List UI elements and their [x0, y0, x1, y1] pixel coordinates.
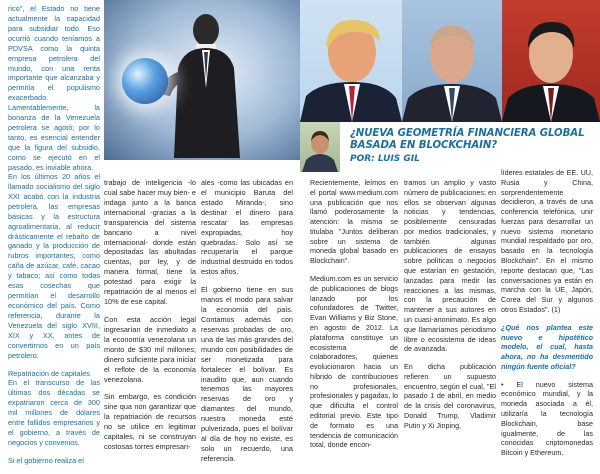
- intro-paragraph: rico", el Estado no tiene actualmente la capacidad para subsidiar todo. Eso ocurrió cuando teníamos a PDVSA como la quinta empresa petrolera del mundo, con una renta importante que alcanzaba y permitía el populismo exacerbado.: [8, 4, 100, 103]
- portrait-xi: [502, 0, 600, 122]
- paragraph-government: Si el gobierno realiza el: [8, 455, 84, 465]
- intro-column: [8, 4, 100, 111]
- portrait-xi-figure: [502, 0, 600, 122]
- portrait-putin-figure: [402, 0, 502, 122]
- paragraph-condition: Sin embargo, es condición sine qua non garantizar que la repatriación de recursos no se utilice en legitimar capitales, ni se construyan costosas torres empresari-: [104, 392, 196, 452]
- bullet-blockchain: • El nuevo sistema económico mundial, y la moneda asociada a él, utilizaría la tecnología Blockchain, base igualmente, de las conocidas criptomonedas Bitcoin y Ethereum.: [501, 379, 593, 458]
- right-column-1: [310, 178, 398, 458]
- author-figure: [300, 122, 340, 172]
- left-page: [0, 0, 300, 465]
- paragraph-subsidy: Lamentablemente, la bonanza de la Venezuela petrolera se agotó; por lo tanto, es esencial entender que la figura del subsidio, como se ejecutó en el pasado, es inviable ahora.: [8, 103, 100, 172]
- author-photo: [300, 122, 340, 172]
- paragraph-socialism: En los últimos 20 años el llamado socialismo del siglo XXI acabó con la industria petrolera, las empresas básicas y la estructura agroalimentaria, al reducir drásticamente el rebaño de ganado y la producción de rubros importantes, como caña de azúcar, café, cacao y tabaco; así como todas esas cosechas que permitían el desarrollo económico del país. Como referencia, durante la Venezuela del siglo XVIII, XIX y XX, antes de convertirnos en un país petrolero.: [8, 172, 100, 360]
- left-paragraph-2: [8, 103, 100, 180]
- paragraph-medium-platform: Medium.com es un servicio de publicaciones de blogs lanzado por los cofundadores de Twitter, Evan Williams y Biz Stone, en agosto de 2012. La plataforma constituye un ecosistema de colaboradores, quienes evolucionaron hacia un híbrido de contribuciones no profesionales, profesionales y pagadas, lo que dificulta el control editorial previo. Este tipo de formato es una tendencia de comunicación total, donde encon-: [310, 274, 398, 450]
- portrait-putin: [402, 0, 502, 122]
- paragraph-meeting: En dicha publicación refieren un supuesto encuentro, según el cual, "El pasado 1 de abril, en medio de la crisis del coronavirus, Donald Trump, Vladimir Putin y Xi Jinping,: [404, 362, 496, 430]
- right-page: [300, 0, 600, 458]
- paragraph-legal-action: Con esta acción legal ingresarían de inmediato a la economía venezolana un monto de $30 mil millones; dinero suficiente para iniciar el reflote de la economía venezolana.: [104, 314, 196, 384]
- article-header: [340, 122, 600, 172]
- businessman-figure: [164, 8, 244, 158]
- paragraph-gold-reserves: El gobierno tiene en sus manos el modo para salvar la economía del país. Contamos además con reservas probadas de oro, una de las más grandes del mundo con posibilidades de ser monetizada para fortalecer el bolívar. Es inaudito que, aun cuando tenemos las mayores reservas de oro y diamantes del mundo, nuestra moneda esté pulverizada, pues el bolívar al día de hoy no existe, es solo un recuerdo, una referencia.: [201, 285, 293, 463]
- businessman-photo: [104, 0, 300, 160]
- subheading-repatriation: Repatriación de capitales: [8, 368, 90, 378]
- right-column-2: [404, 178, 496, 439]
- paragraph-publications: tramos un amplio y vasto número de publicaciones; en ellos se observan algunas noticias y tendencias, posiblemente censuradas por medios tradicionales, y también algunas publicaciones de ensayos sobre políticas o negocios que estarían en gestación, lanzadas para medir las reacciones a las mismas, con la precaución de mantener a sus autores en un cuasi-anonimato. Es algo que llamaríamos periodismo libre o ecosistema de ideas de avanzada.: [404, 178, 496, 354]
- portrait-trump: [300, 0, 402, 122]
- glowing-globe-icon: [122, 58, 168, 104]
- paragraph-leaders: líderes estatales de EE. UU, Rusia y China, sorprendentemente decidieron, a través de una conferencia telefónica, unir fuerzas para desarrollar un nuevo sistema monetario mundial respaldado por oro, basado en la tecnología Blockchain". En el mismo reporte destacan que, "Las conversaciones ya están en marcha con la UE, Japón, Corea del Sur y algunos otros Estados". (1): [501, 168, 593, 314]
- portrait-trump-figure: [300, 0, 402, 122]
- right-column-3: [501, 168, 593, 466]
- article-byline: POR: LUIS GIL: [350, 154, 420, 164]
- left-column-1: [8, 172, 100, 474]
- question-hypothetical-model: ¿Qué nos plantea este nuevo e hipotético modelo, el cual, hasta ahora, no ha desmentido ningún fuente oficial?: [501, 322, 593, 371]
- paragraph-intelligence: trabajo de inteligencia -lo cual sabe hacer muy bien- e indaga junto a la banca internacional -gracias a la transparencia del sistema bancario a nivel internacional- donde están depositadas las abultadas cuentas, por ley, y de manera formal, tiene la potestad para exigir la repatriación de al menos el 10% de ese capital.: [104, 178, 196, 307]
- paragraph-medium-intro: Recientemente, leímos en el portal www.medium.com una publicación que nos llamó poderosamente la atención: la misma se titulaba "Juntos deliberan sobre un sistema de moneda global basado en Blockchain".: [310, 178, 398, 266]
- left-column-3: [201, 178, 293, 472]
- article-title: ¿NUEVA GEOMETRÍA FINANCIERA GLOBAL BASADA EN BLOCKCHAIN?: [350, 128, 585, 152]
- paragraph-expatriation: En el transcurso de las últimas dos décadas se expatriaron cerca de 300 mil millones de dólares entre fallidos empresarios y el gobierno, a través de negocios y convenios.: [8, 378, 100, 447]
- paragraph-companies: ales -como las ubicadas en el municipio Baruta del estado Miranda-, sino destinar el dinero para rescatar las empresas expropiadas, hoy quebradas. Solo así se recuperaría el parque industrial destruido en todos estos años.: [201, 178, 293, 277]
- left-column-2: [104, 178, 196, 460]
